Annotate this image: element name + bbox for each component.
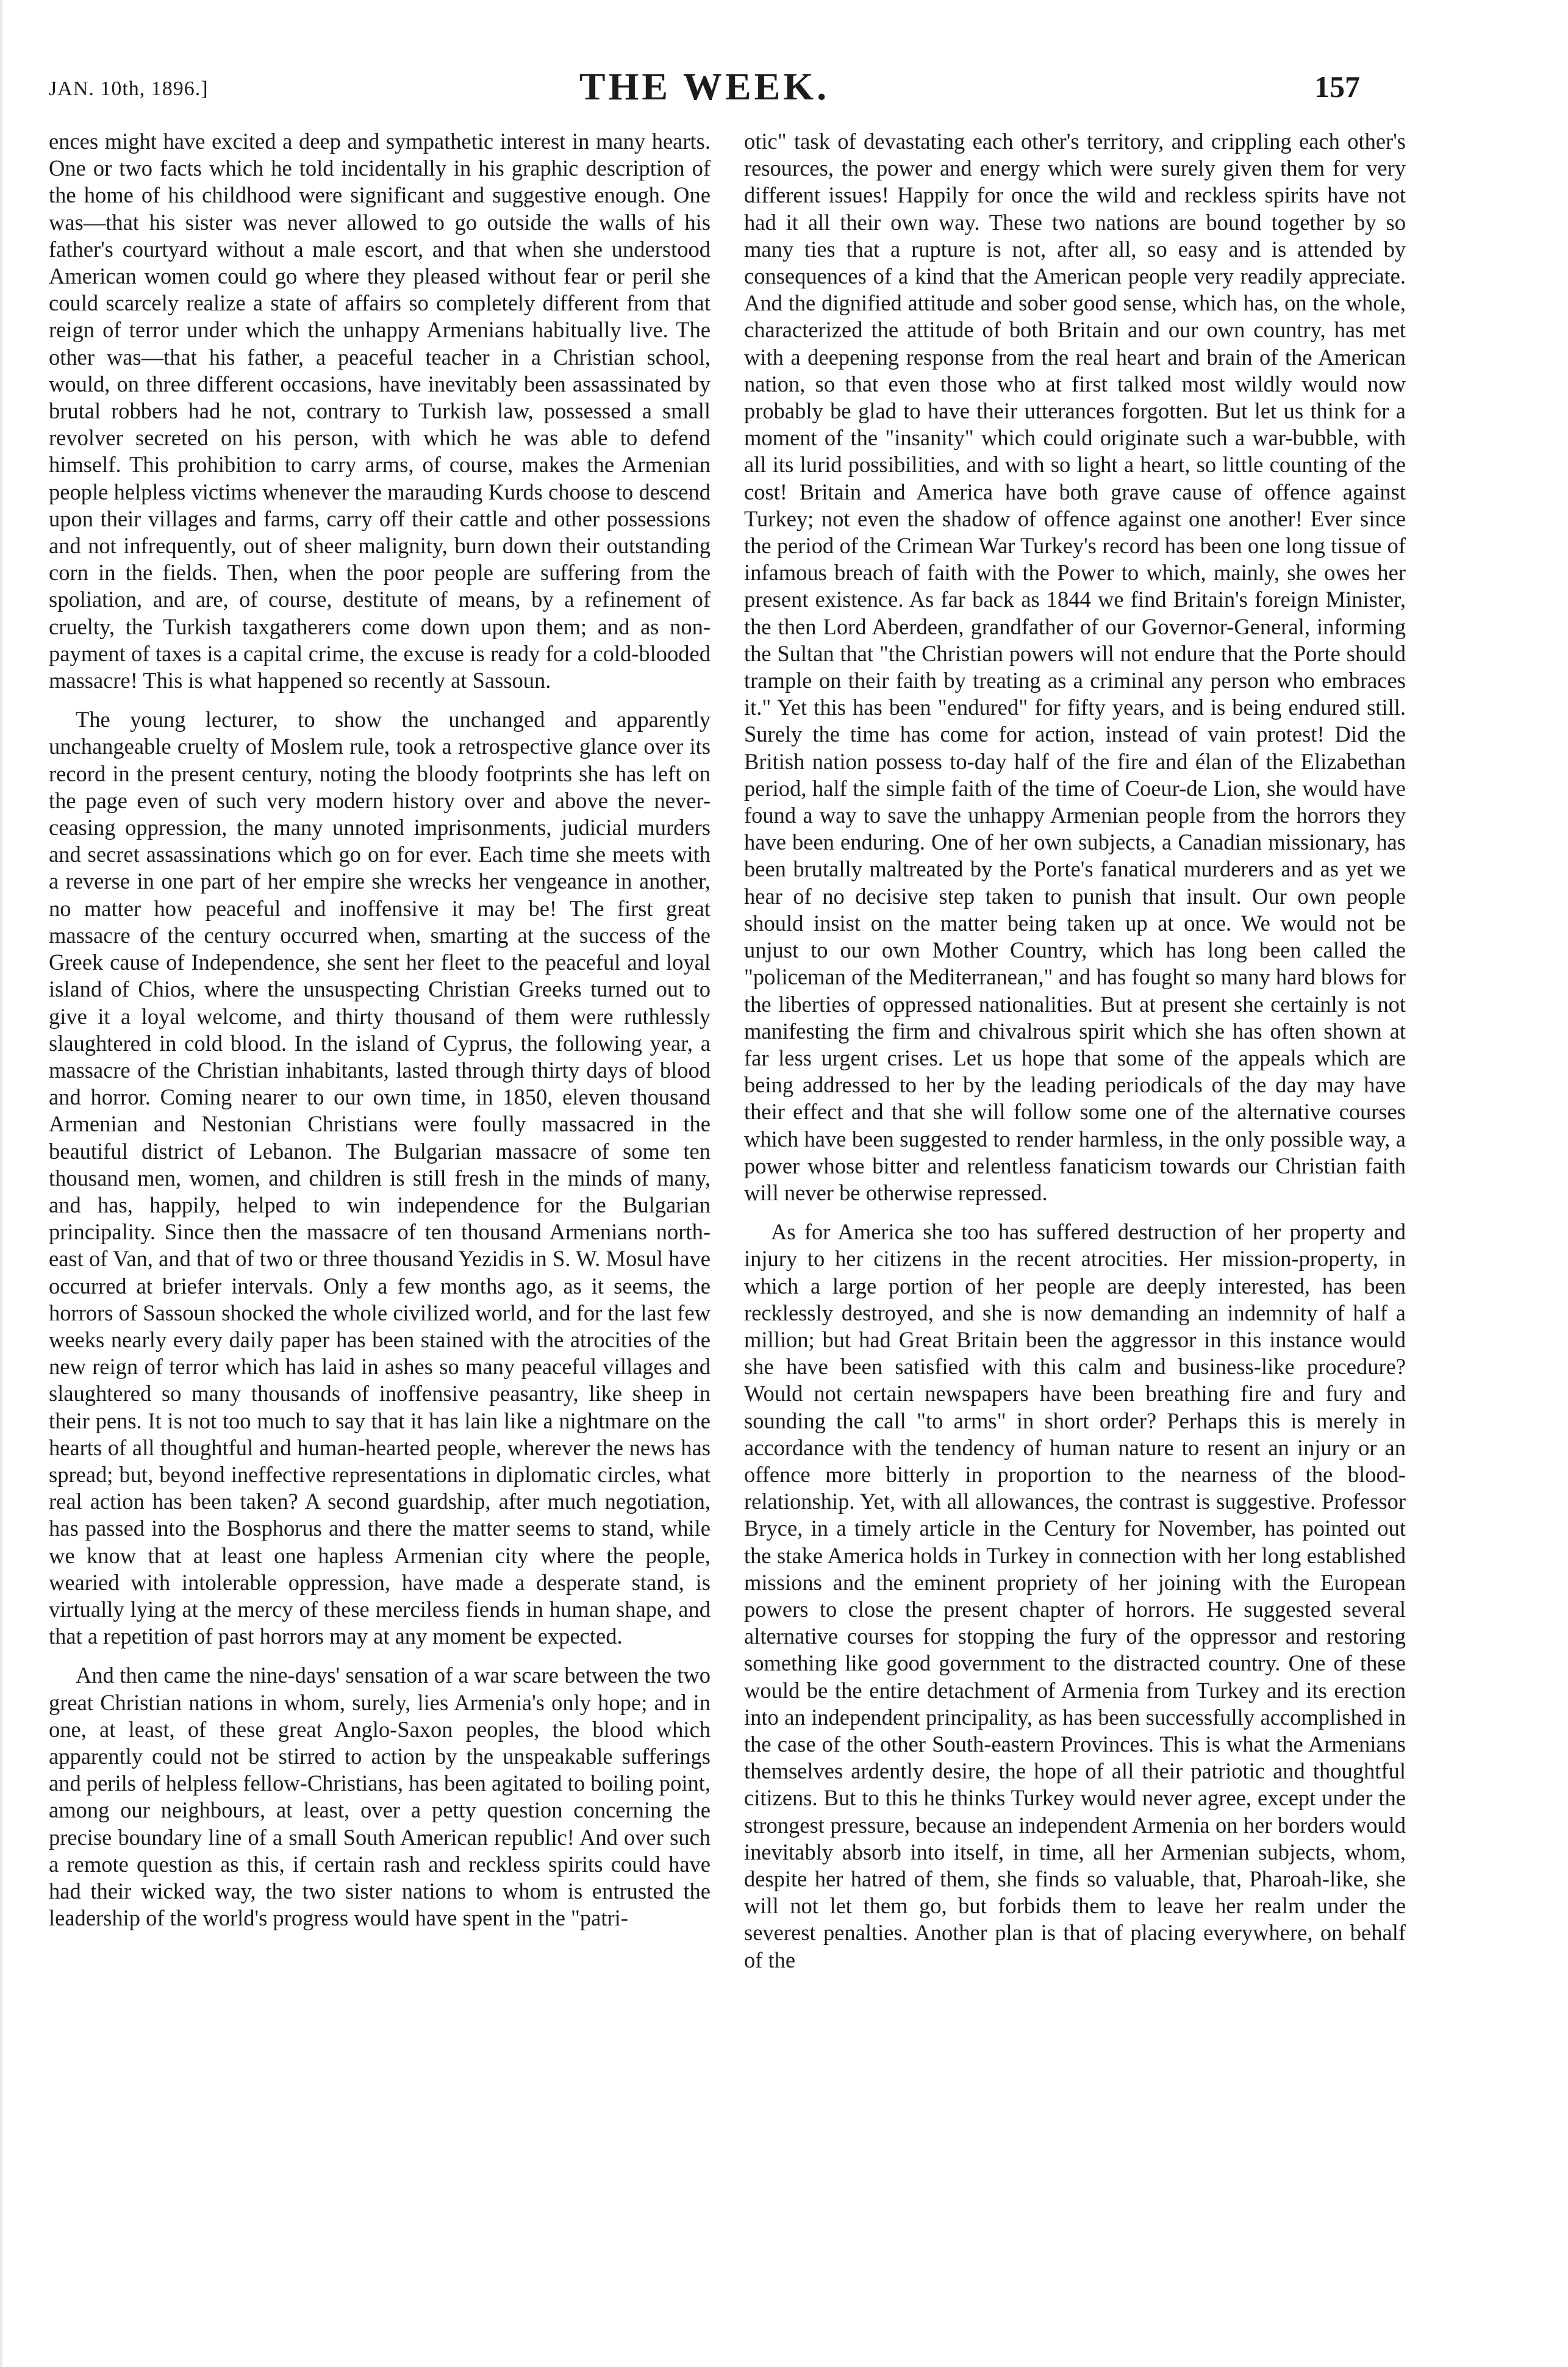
paragraph: The young lecturer, to show the unchanged and apparently unchangeable cruelty of Moslem rule, took a retrospective glance over its record in the present century, noting the bloody footprints she has left on the page even of such very modern history over and above the never-ceasing oppression, the many unnoted imprisonments, judicial murders and secret assassinations which go on for ever. Each time she meets with a reverse in one part of her empire she wrecks her vengeance in another, no matter how peaceful and inoffensive it may be! The first great massacre of the century occurred when, smarting at the success of the Greek cause of Independence, she sent her fleet to the peaceful and loyal island of Chios, where the unsuspecting Christian Greeks turned out to give it a loyal welcome, and thirty thousand of them were ruthlessly slaughtered in cold blood. In the island of Cyprus, the following year, a massacre of the Christian inhabitants, lasted through thirty days of blood and horror. Coming nearer to our own time, in 1850, eleven thousand Armenian and Nestonian Christians were foully massacred in the beautiful district of Lebanon. The Bulgarian massacre of some ten thousand men, women, and children is still fresh in the minds of many, and has, happily, helped to win independence for the Bulgarian principality. Since then the massacre of ten thousand Armenians north-east of Van, and that of two or three thousand Yezidis in S. W. Mosul have occurred at briefer intervals. Only a few months ago, as it seems, the horrors of Sassoun shocked the whole civilized world, and for the last few weeks nearly every daily paper has been stained with the atrocities of the new reign of terror which has laid in ashes so many peaceful villages and slaughtered so many thousands of inoffensive peasantry, like sheep in their pens. It is not too much to say that it has lain like a nightmare on the hearts of all thoughtful and human-hearted people, wherever the news has spread; but, beyond ineffective representations in diplomatic circles, what real action has been taken? A second guardship, after much negotiation, has passed into the Bosphorus and there the matter seems to stand, while we know that at least one hapless Armenian city where the people, wearied with intolerable oppression, have made a desperate stand, is virtually lying at the mercy of these merciless fiends in human shape, and that a repetition of past horrors may at any moment be expected.	[49, 707, 711, 1649]
paragraph: And then came the nine-days' sensation of a war scare between the two great Christian nations in whom, surely, lies Armenia's only hope; and in one, at least, of these great Anglo-Saxon peoples, the blood which apparently could not be stirred to action by the unspeakable sufferings and perils of helpless fellow-Christians, has been agitated to boiling point, among our neighbours, at least, over a petty question concerning the precise boundary line of a small South American republic! And over such a remote question as this, if certain rash and reckless spirits could have had their wicked way, the two sister nations to whom is entrusted the leadership of the world's progress would have spent in the "patri-	[49, 1663, 711, 1931]
right-column	[744, 128, 1406, 1986]
paragraph: ences might have excited a deep and sympathetic interest in many hearts. One or two facts which he told incidentally in his graphic description of the home of his childhood were significant and suggestive enough. One was—that his sister was never allowed to go outside the walls of his father's courtyard without a male escort, and that when she understood American women could go where they pleased without fear or peril she could scarcely realize a state of affairs so completely different from that reign of terror under which the unhappy Armenians habitually live. The other was—that his father, a peaceful teacher in a Christian school, would, on three different occasions, have inevitably been assassinated by brutal robbers had he not, contrary to Turkish law, possessed a small revolver secreted on his person, with which he was able to defend himself. This prohibition to carry arms, of course, makes the Armenian people helpless victims whenever the marauding Kurds choose to descend upon their villages and farms, carry off their cattle and other possessions and not infrequently, out of sheer malignity, burn down their outstanding corn in the fields. Then, when the poor people are suffering from the spoliation, and are, of course, destitute of means, by a refinement of cruelty, the Turkish taxgatherers come down upon them; and as non-payment of taxes is a capital crime, the excuse is ready for a cold-blooded massacre! This is what happened so recently at Sassoun.	[49, 129, 711, 693]
page-header	[49, 64, 1360, 119]
page-number: 157	[1314, 70, 1360, 104]
paragraph: otic" task of devastating each other's territory, and crippling each other's resources, the power and energy which were surely given them for very different issues! Happily for once the wild and reckless spirits have not had it all their own way. These two nations are bound together by so many ties that a rupture is not, after all, so easy and is attended by consequences of a kind that the American people very readily appreciate. And the dignified attitude and sober good sense, which has, on the whole, characterized the attitude of both Britain and our own country, has met with a deepening response from the real heart and brain of the American nation, so that even those who at first talked most wildly would now probably be glad to have their utterances forgotten. But let us think for a moment of the "insanity" which could originate such a war-bubble, with all its lurid possibilities, and with so light a heart, so little counting of the cost! Britain and America have both grave cause of offence against Turkey; not even the shadow of offence against one another! Ever since the period of the Crimean War Turkey's record has been one long tissue of infamous breach of faith with the Power to which, mainly, she owes her present existence. As far back as 1844 we find Britain's foreign Minister, the then Lord Aberdeen, grandfather of our Governor-General, informing the Sultan that "the Christian powers will not endure that the Porte should trample on their faith by treating as a criminal any person who embraces it." Yet this has been "endured" for fifty years, and is being endured still. Surely the time has come for action, instead of vain protest! Did the British nation possess to-day half of the fire and élan of the Elizabethan period, half the simple faith of the time of Coeur-de Lion, she would have found a way to save the unhappy Armenian people from the horrors they have been enduring. One of her own subjects, a Canadian missionary, has been brutally maltreated by the Porte's fanatical murderers and as yet we hear of no decisive step taken to punish that insult. Our own people should insist on the matter being taken up at once. We would not be unjust to our own Mother Country, which has long been called the "policeman of the Mediterranean," and has fought so many hard blows for the liberties of oppressed nationalities. But at present she certainly is not manifesting the firm and chivalrous spirit which she has often shown at far less urgent crises. Let us hope that some of the appeals which are being addressed to her by the leading periodicals of the day may have their effect and that she will follow some one of the alternative courses which have been suggested to render harmless, in the only possible way, a power whose bitter and relentless fanaticism towards our Christian faith will never be otherwise repressed.	[744, 129, 1406, 1205]
paragraph: As for America she too has suffered destruction of her property and injury to her citizens in the recent atrocities. Her mission-property, in which a large portion of her people are deeply interested, has been recklessly destroyed, and she is now demanding an indemnity of half a million; but had Great Britain been the aggressor in this instance would she have been satisfied with this calm and business-like procedure? Would not certain newspapers have been breathing fire and fury and sounding the call "to arms" in short order? Perhaps this is merely in accordance with the tendency of human nature to resent an injury or an offence more bitterly in proportion to the nearness of the blood-relationship. Yet, with all allowances, the contrast is suggestive. Professor Bryce, in a timely article in the Century for November, has pointed out the stake America holds in Turkey in connection with her long established missions and the eminent propriety of her joining with the European powers to close the present chapter of horrors. He suggested several alternative courses for stopping the fury of the oppressor and restoring something like good government to the distracted country. One of these would be the entire detachment of Armenia from Turkey and its erection into an independent principality, as has been successfully accomplished in the case of the other South-eastern Provinces. This is what the Armenians themselves ardently desire, the hope of all their patriotic and thoughtful citizens. But to this he thinks Turkey would never agree, except under the strongest pressure, because an independent Armenia on her borders would inevitably absorb into itself, in time, all her Armenian subjects, whom, despite her hatred of them, she finds so valuable, that, Pharoah-like, she will not let them go, but forbids them to leave her realm under the severest penalties. Another plan is that of placing everywhere, on behalf of the	[744, 1219, 1406, 1972]
issue-date: JAN. 10th, 1896.]	[49, 77, 209, 100]
publication-title: THE WEEK.	[579, 65, 830, 108]
page-edge-shadow	[0, 0, 2, 2367]
left-column	[49, 128, 711, 1944]
